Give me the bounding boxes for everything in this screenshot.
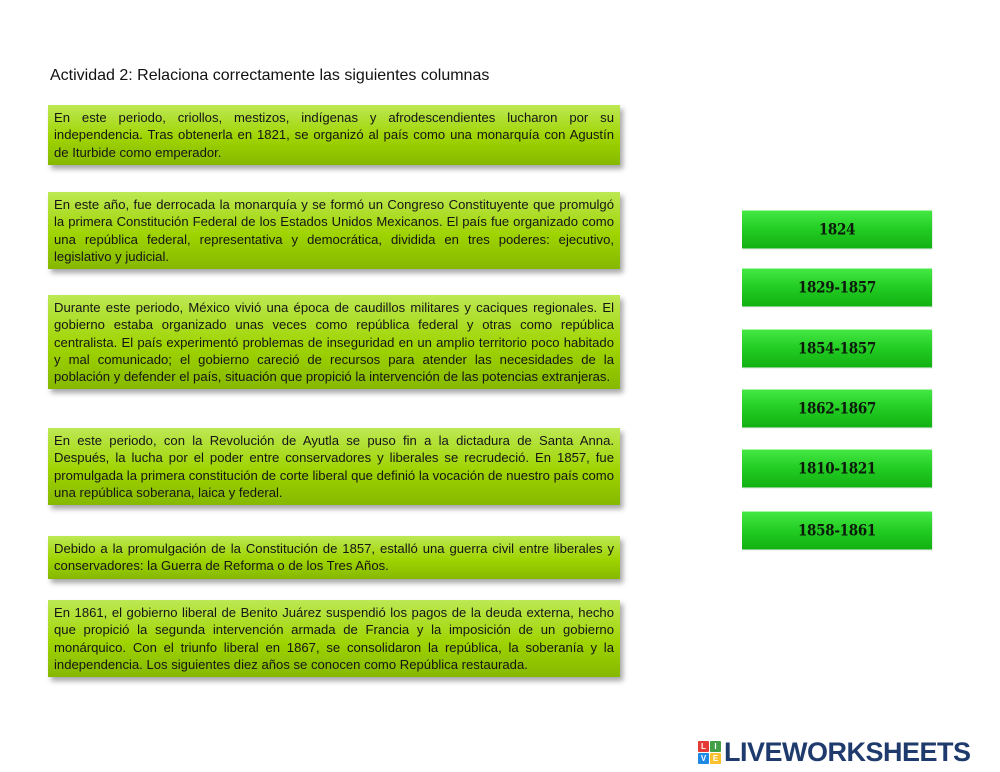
description-box-1: En este periodo, criollos, mestizos, indígenas y afrodescendientes lucharon por su independencia. Tras obtenerla en 1821, se organizó al país como una monarquía con Agustín de Iturbide como emperador. — [48, 105, 620, 165]
description-box-5: Debido a la promulgación de la Constitución de 1857, estalló una guerra civil entre liberales y conservadores: la Guerra de Reforma o de los Tres Años. — [48, 536, 620, 579]
liveworksheets-logo-icon — [698, 741, 721, 764]
description-box-3: Durante este periodo, México vivió una época de caudillos militares y caciques regionales. El gobierno estaba organizado unas veces como república federal y otras como república centralista. El país experimentó problemas de inseguridad en un amplio territorio poco habitado y mal comunicado; el gobierno careció de recursos para atender las necesidades de la población y defender el país, situación que propició la intervención de las potencias extranjeras. — [48, 295, 620, 389]
date-option-1862-1867[interactable]: 1862-1867 — [742, 390, 932, 428]
description-box-2: En este año, fue derrocada la monarquía y se formó un Congreso Constituyente que promulgó la primera Constitución Federal de los Estados Unidos Mexicanos. El país fue organizado como una república federal, representativa y democrática, dividida en tres poderes: ejecutivo, legislativo y judicial. — [48, 192, 620, 269]
date-option-1829-1857[interactable]: 1829-1857 — [742, 269, 932, 307]
description-box-4: En este periodo, con la Revolución de Ayutla se puso fin a la dictadura de Santa Anna. Después, la lucha por el poder entre conservadores y liberales se recrudeció. En 1857, fue promulgada la primera constitución de corte liberal que definió la vocación de nuestro país como una república soberana, laica y federal. — [48, 428, 620, 505]
date-option-1810-1821[interactable]: 1810-1821 — [742, 450, 932, 488]
logo-letter-i: I — [710, 741, 721, 752]
logo-letter-e: E — [710, 753, 721, 764]
description-box-6: En 1861, el gobierno liberal de Benito Juárez suspendió los pagos de la deuda externa, hecho que propició la segunda intervención armada de Francia y la imposición de un gobierno monárquico. Con el triunfo liberal en 1867, se consolidaron la república, la soberanía y la independencia. Los siguientes diez años se conocen como República restaurada. — [48, 600, 620, 677]
date-option-1858-1861[interactable]: 1858-1861 — [742, 512, 932, 550]
logo-letter-v: V — [698, 753, 709, 764]
date-option-1824[interactable]: 1824 — [742, 211, 932, 249]
brand-name: LIVEWORKSHEETS — [724, 736, 971, 767]
page-title: Actividad 2: Relaciona correctamente las siguientes columnas — [50, 67, 490, 84]
logo-letter-l: L — [698, 741, 709, 752]
date-option-1854-1857[interactable]: 1854-1857 — [742, 330, 932, 368]
liveworksheets-brand — [698, 736, 971, 768]
